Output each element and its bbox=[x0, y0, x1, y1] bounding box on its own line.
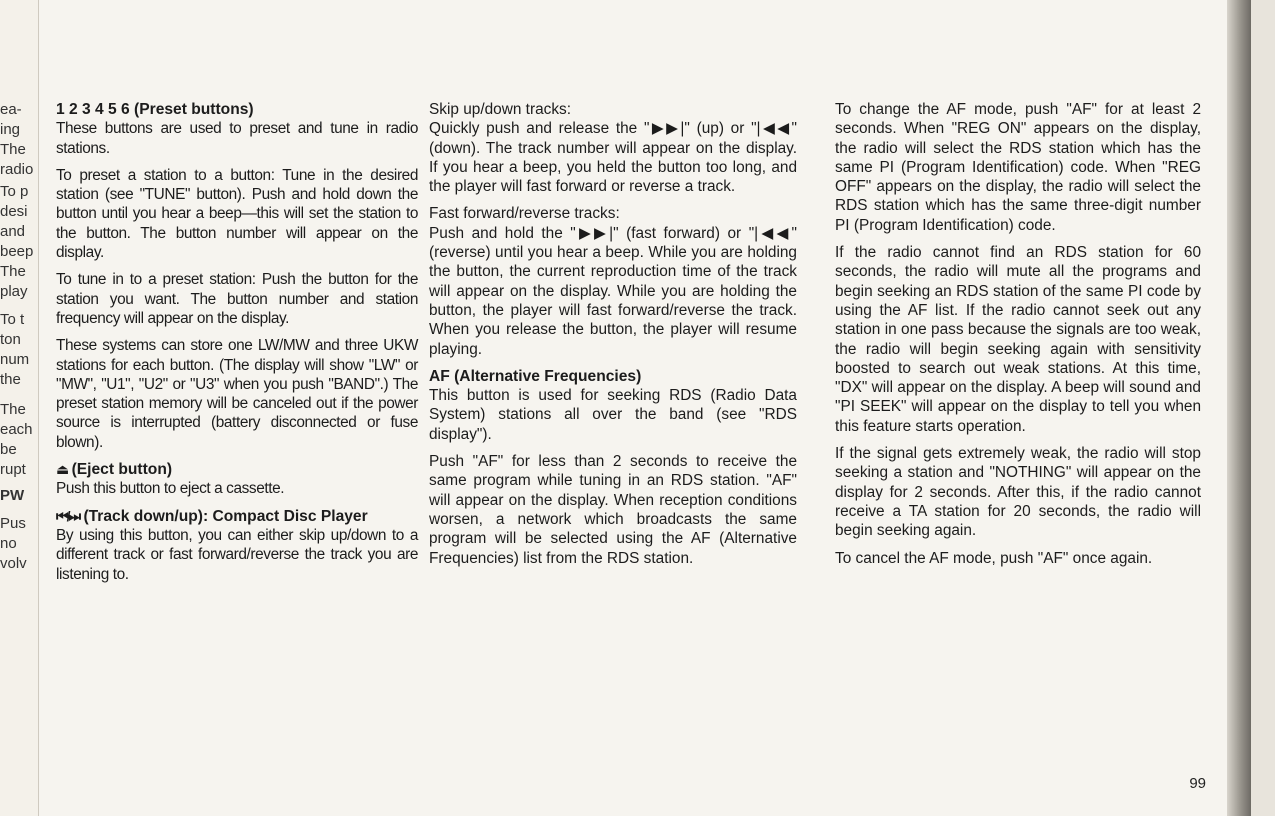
prev-fragment: num bbox=[0, 351, 30, 368]
column-right bbox=[835, 100, 1201, 576]
eject-heading-line bbox=[56, 460, 418, 479]
prev-fragment: PW bbox=[0, 487, 25, 504]
af-intro-paragraph: This button is used for seeking RDS (Radio Data System) stations all over the band (see "RDS display"). bbox=[429, 387, 797, 443]
prev-fragment: volv bbox=[0, 555, 27, 572]
preset-buttons-heading: 1 2 3 4 5 6 (Preset buttons) bbox=[56, 101, 254, 118]
prev-fragment: each bbox=[0, 421, 33, 438]
fast-forward-paragraph: Push and hold the "▶▶|" (fast forward) or "|◀◀" (reverse) until you hear a beep. While you are holding the button, the current reproduction time of the track will appear on the display. While you are holding the button, the player will fast forward/reverse the track. When you release the button, the player will resume playing. bbox=[429, 224, 797, 358]
prev-fragment: rupt bbox=[0, 461, 26, 478]
af-seek-paragraph: If the radio cannot find an RDS station for 60 seconds, the radio will mute all the programs and begin seeking an RDS station of the same PI code by using the AF list. If the radio cannot seek out any station in one pass because the signals are too weak, the radio will begin seeking again with sensitivity boosted to search out weak stations. At this time, "DX" will appear on the display. A beep will sound and "PI SEEK" will appear on the display to tell you when this feature starts operation. bbox=[835, 244, 1201, 435]
af-cancel-paragraph: To cancel the AF mode, push "AF" once again. bbox=[835, 549, 1153, 567]
prev-fragment: and bbox=[0, 223, 26, 240]
prev-fragment: The bbox=[0, 263, 26, 280]
skip-tracks-title: Skip up/down tracks: bbox=[429, 101, 572, 118]
af-push-paragraph: Push "AF" for less than 2 seconds to receive the same program while tuning in an RDS station. "AF" will appear on the display. When reception conditions worsen, a network which broadcasts the same program will be selected using the AF (Alternative Frequencies) list from the RDS station. bbox=[429, 453, 797, 567]
track-skip-icon: ⏮/⏭ bbox=[56, 507, 80, 524]
prev-fragment: play bbox=[0, 283, 28, 300]
track-heading: (Track down/up): Compact Disc Player bbox=[83, 507, 368, 525]
track-paragraph: By using this button, you can either skip up/down to a different track or fast forward/reverse the track you are listening to. bbox=[56, 526, 418, 583]
skip-tracks-paragraph: Quickly push and release the "▶▶|" (up) or "|◀◀" (down). The track number will appear on the display. If you hear a beep, you held the button too long, and the player will fast forward or reverse a track. bbox=[429, 120, 797, 196]
preset-store-paragraph: To preset a station to a button: Tune in the desired station (see "TUNE" button). Push and hold down the button until you hear a beep—this will set the station to the button. The button number will appear on the display. bbox=[56, 166, 418, 262]
eject-paragraph: Push this button to eject a cassette. bbox=[56, 480, 285, 498]
prev-fragment: The bbox=[0, 141, 26, 158]
prev-fragment: ing bbox=[0, 121, 21, 138]
eject-heading: (Eject button) bbox=[71, 461, 173, 479]
column-left bbox=[56, 100, 418, 592]
af-weak-signal-paragraph: If the signal gets extremely weak, the radio will stop seeking a station and "NOTHING" will appear on the display for 2 seconds. After this, if the radio cannot receive a TA station for 20 seconds, the radio will begin seeking again. bbox=[835, 445, 1201, 540]
prev-fragment: The bbox=[0, 401, 26, 418]
prev-fragment: Pus bbox=[0, 515, 26, 532]
preset-tune-paragraph: To tune in to a preset station: Push the button for the station you want. The button number and station frequency will appear on the display. bbox=[56, 271, 418, 327]
prev-fragment: the bbox=[0, 371, 21, 388]
track-heading-line bbox=[56, 507, 418, 526]
prev-fragment: beep bbox=[0, 243, 34, 260]
prev-fragment: ton bbox=[0, 331, 21, 348]
prev-fragment: ea- bbox=[0, 101, 22, 118]
manual-page bbox=[39, 0, 1251, 816]
prev-fragment: To p bbox=[0, 183, 29, 200]
prev-fragment: be bbox=[0, 441, 17, 458]
prev-fragment: desi bbox=[0, 203, 28, 220]
preset-intro-paragraph: These buttons are used to preset and tune in radio stations. bbox=[56, 120, 418, 157]
preset-memory-paragraph: These systems can store one LW/MW and three UKW stations for each button. (The display will show "LW" or "MW", "U1", "U2" or "U3" when you push "BAND".) The preset station memory will be canceled out if the power source is interrupted (battery disconnected or fuse blown). bbox=[56, 337, 418, 451]
af-mode-paragraph: To change the AF mode, push "AF" for at least 2 seconds. When "REG ON" appears on the display, the radio will select the RDS station which has the same PI (Program Identification) code. When "REG OFF" appears on the display, the radio will select the RDS station which has the same three-digit number PI (Program Identification) code. bbox=[835, 101, 1201, 234]
prev-fragment: To t bbox=[0, 311, 25, 328]
af-heading: AF (Alternative Frequencies) bbox=[429, 367, 642, 385]
eject-icon: ⏏ bbox=[56, 461, 68, 478]
page-number: 99 bbox=[1189, 775, 1206, 792]
fast-forward-title: Fast forward/reverse tracks: bbox=[429, 205, 620, 223]
book-gutter bbox=[1227, 0, 1251, 816]
previous-page-edge bbox=[0, 0, 39, 816]
column-middle bbox=[429, 100, 797, 576]
prev-fragment: radio bbox=[0, 161, 34, 178]
prev-fragment: no bbox=[0, 535, 17, 552]
